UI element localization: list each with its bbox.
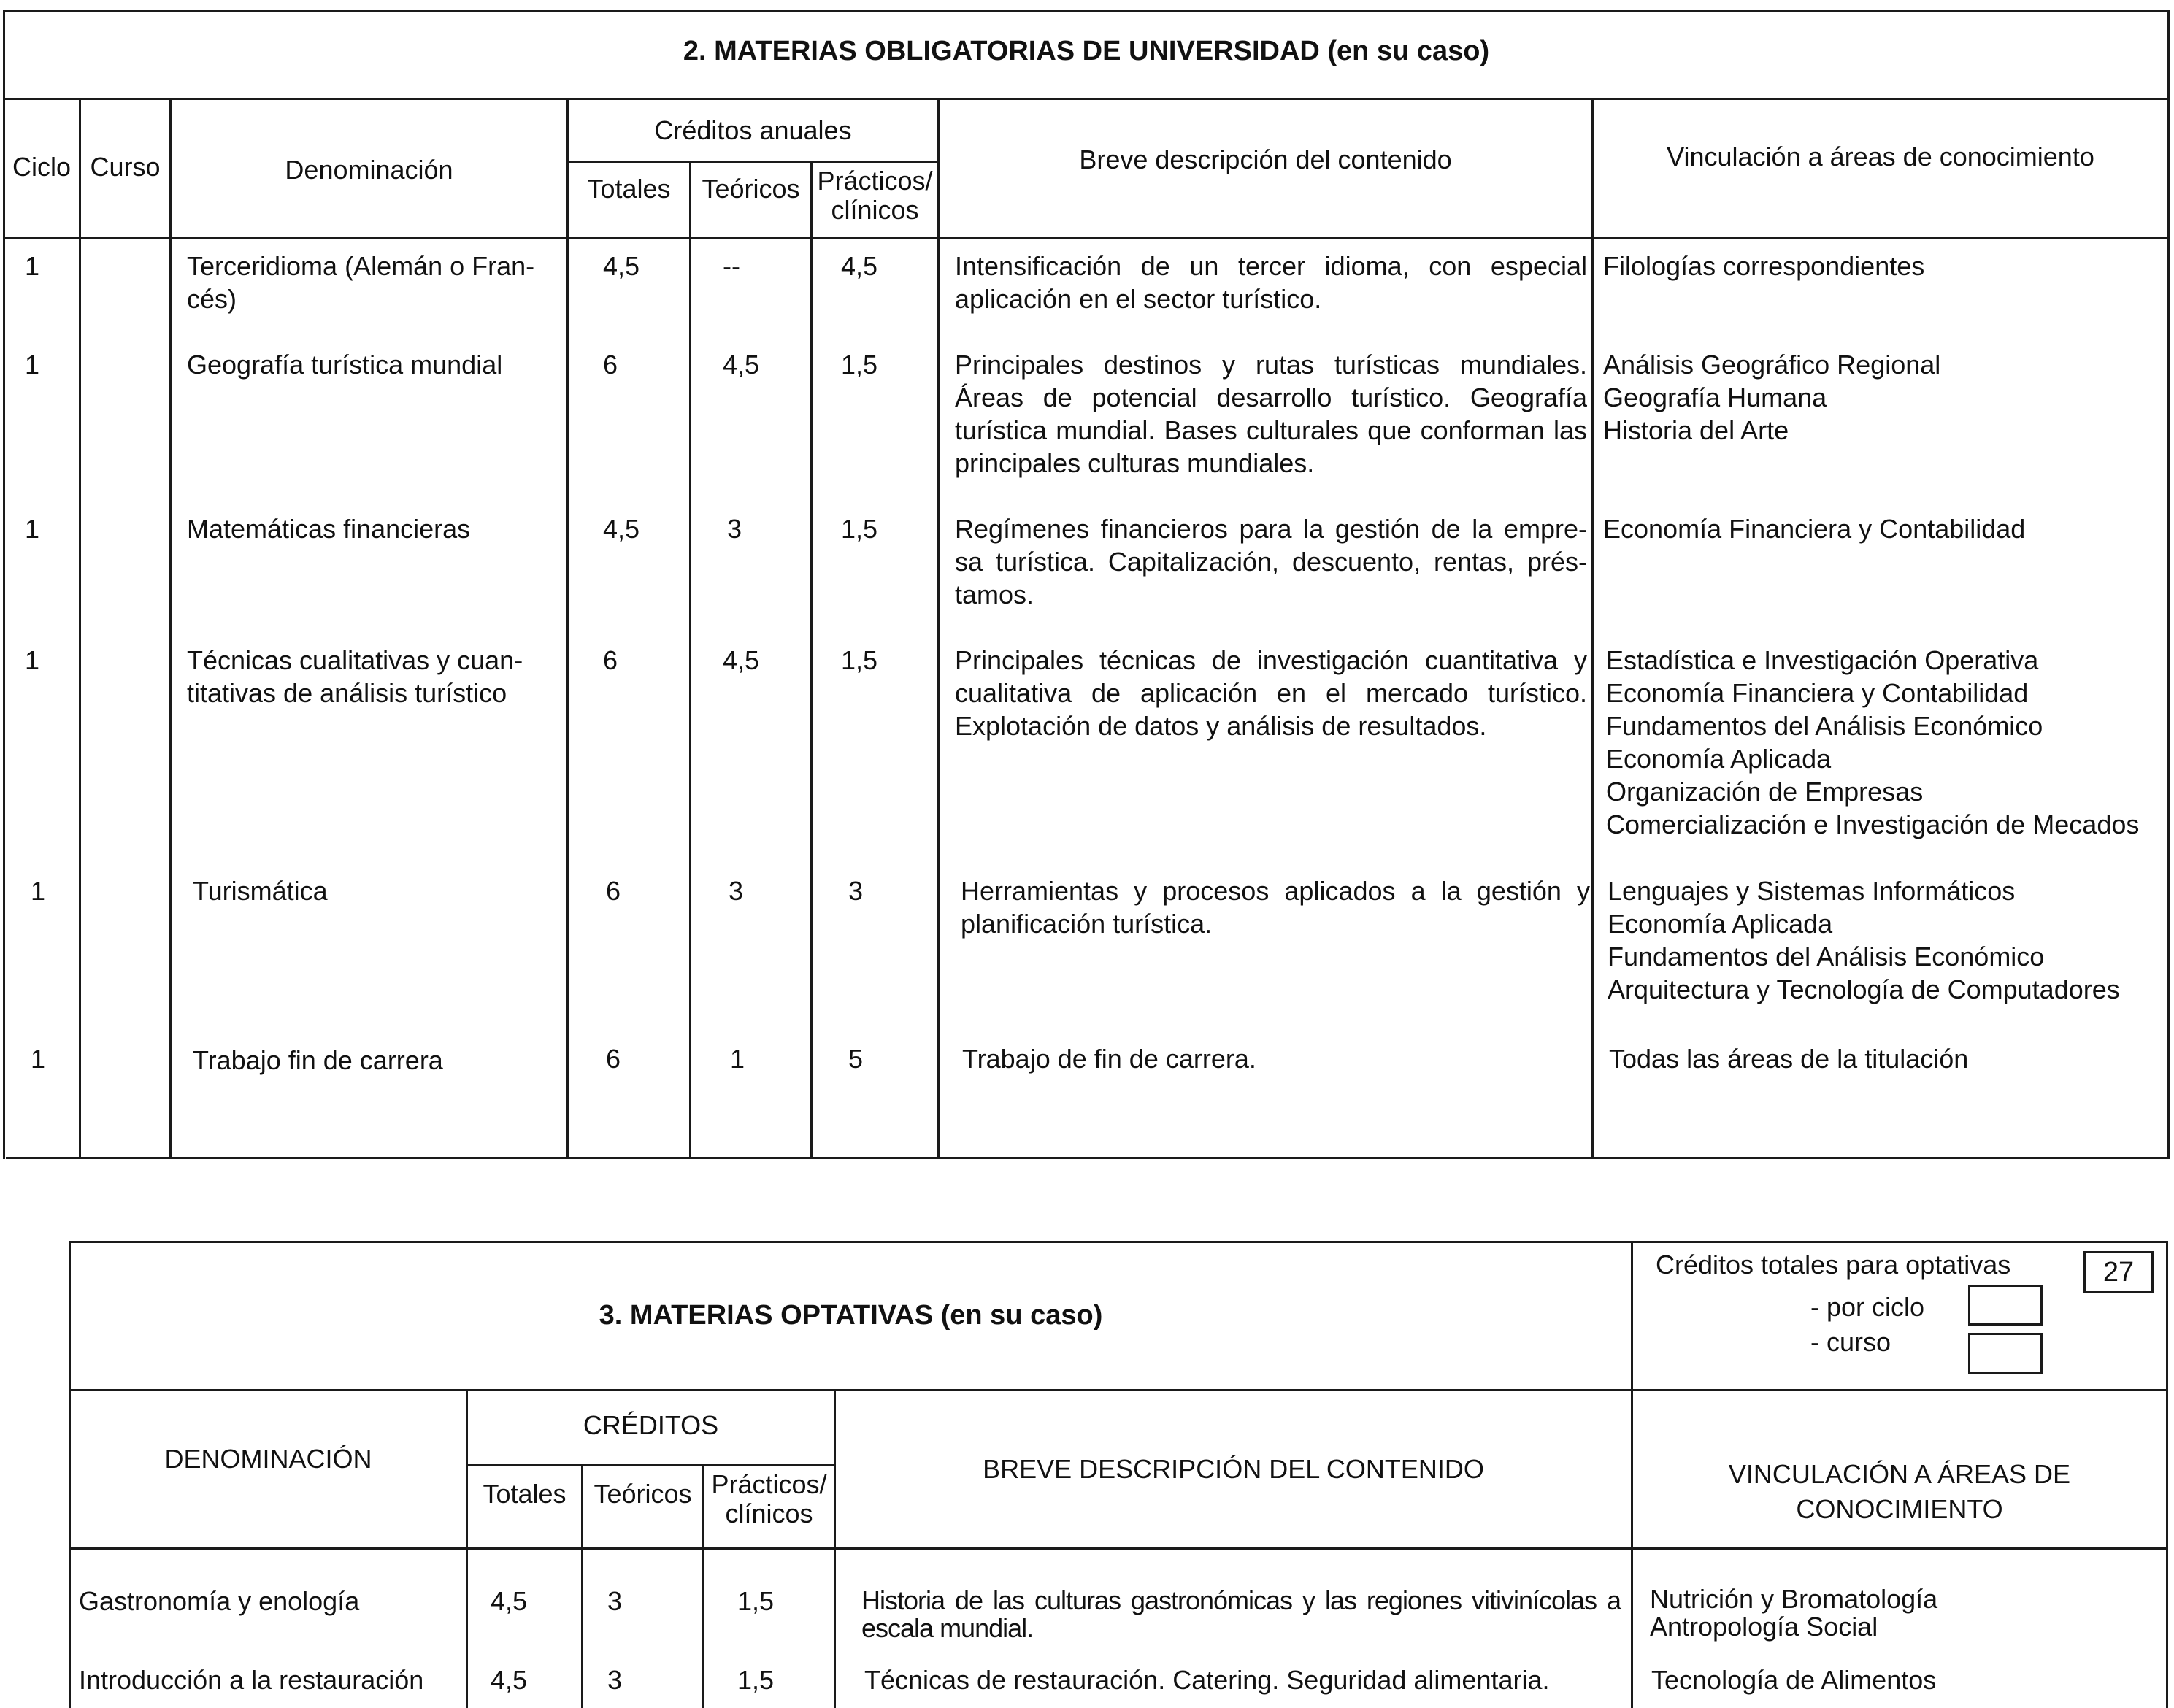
s2-col-sep xyxy=(810,161,813,1159)
s2-header-denominacion: Denominación xyxy=(285,155,453,185)
s2-col-sep xyxy=(1591,98,1594,1159)
cell-totales: 6 xyxy=(606,876,621,906)
cell-teoricos: 3 xyxy=(727,514,742,544)
cell-descripcion: Historia de las culturas gastronómicas y las regiones vitivinícolas a escala mundial. xyxy=(861,1585,1621,1643)
s2-top-border xyxy=(3,10,2170,12)
cell-vinculacion: Estadística e Investigación Operativa Economía Financiera y Contabilidad Fundamentos del Análisis Económico Economía Aplicada Organización de Empresas Comercialización e Investigación de Mecados xyxy=(1606,645,2140,839)
cell-totales: 6 xyxy=(606,1044,621,1074)
cell-descripcion: Herramientas y procesos aplicados a la gestión y planificación turística. xyxy=(961,876,1590,939)
s3-header-vinculacion: VINCULACIÓN A ÁREAS DE CONOCIMIENTO xyxy=(1728,1459,2071,1524)
cell-teoricos: -- xyxy=(723,251,740,281)
s2-header-totales: Totales xyxy=(587,174,671,204)
cell-practicos: 1,5 xyxy=(737,1665,775,1695)
cell-vinculacion: Análisis Geográfico Regional Geografía Humana Historia del Arte xyxy=(1603,350,1941,445)
s2-header-bottom xyxy=(3,237,2170,239)
s2-col-sep xyxy=(937,98,940,1159)
cell-practicos: 5 xyxy=(848,1044,864,1074)
cell-vinculacion: Tecnología de Alimentos xyxy=(1651,1665,1937,1695)
cell-practicos: 1,5 xyxy=(841,645,878,675)
s3-header-creditos: CRÉDITOS xyxy=(583,1410,719,1440)
s3-credits-subdivider xyxy=(466,1464,835,1466)
s3-curso-label: - curso xyxy=(1810,1327,1891,1357)
cell-vinculacion: Todas las áreas de la titulación xyxy=(1609,1044,1969,1074)
s2-col-sep xyxy=(169,98,172,1159)
s2-header-ciclo: Ciclo xyxy=(12,152,71,182)
cell-teoricos: 1 xyxy=(730,1044,745,1074)
cell-teoricos: 3 xyxy=(607,1586,623,1616)
cell-descripcion: Técnicas de restauración. Catering. Seguridad alimentaria. xyxy=(864,1665,1550,1695)
s3-header-practicos: Prácticos/ clínicos xyxy=(711,1469,827,1528)
cell-totales: 6 xyxy=(603,645,618,675)
s3-creditos-totales-label: Créditos totales para optativas xyxy=(1656,1250,2011,1280)
cell-ciclo: 1 xyxy=(31,876,46,906)
cell-teoricos: 4,5 xyxy=(723,645,760,675)
cell-totales: 6 xyxy=(603,350,618,380)
cell-descripcion: Principales destinos y rutas turísticas mundiales. Áreas de potencial desarrollo turístico. Geografía turística mundial. Bases culturales que conforman las principales culturas mundiales. xyxy=(955,350,1587,478)
s2-bottom-border xyxy=(6,1157,2170,1159)
cell-ciclo: 1 xyxy=(31,1044,46,1074)
cell-vinculacion: Nutrición y Bromatología Antropología Social xyxy=(1650,1584,1938,1642)
cell-vinculacion: Filologías correspondientes xyxy=(1603,251,1925,281)
s3-title-divider xyxy=(69,1389,2168,1391)
cell-descripcion: Regímenes financieros para la gestión de la empre- sa turística. Capitalización, descuento, rentas, prés- tamos. xyxy=(955,514,1587,609)
cell-practicos: 1,5 xyxy=(841,350,878,380)
cell-practicos: 4,5 xyxy=(841,251,878,281)
cell-denominacion: Introducción a la restauración xyxy=(79,1665,424,1695)
cell-descripcion: Trabajo de fin de carrera. xyxy=(962,1044,1256,1074)
s2-header-teoricos: Teóricos xyxy=(702,174,800,204)
cell-ciclo: 1 xyxy=(25,645,40,675)
cell-teoricos: 3 xyxy=(607,1665,623,1695)
cell-vinculacion: Lenguajes y Sistemas Informáticos Economía Aplicada Fundamentos del Análisis Económico Arquitectura y Tecnología de Computadores xyxy=(1608,876,2120,1004)
cell-denominacion: Terceridioma (Alemán o Fran- cés) xyxy=(187,251,535,314)
s2-col-sep xyxy=(689,161,691,1159)
s3-right-border xyxy=(2166,1241,2168,1708)
cell-ciclo: 1 xyxy=(25,350,40,380)
s2-col-sep xyxy=(79,98,81,1159)
cell-vinculacion: Economía Financiera y Contabilidad xyxy=(1603,514,2026,544)
s2-header-practicos: Prácticos/ clínicos xyxy=(817,166,933,225)
cell-denominacion: Geografía turística mundial xyxy=(187,350,503,380)
s2-header-vinculacion: Vinculación a áreas de conocimiento xyxy=(1667,142,2094,172)
cell-descripcion: Intensificación de un tercer idioma, con especial aplicación en el sector turístico. xyxy=(955,251,1587,314)
s3-header-denominacion: DENOMINACIÓN xyxy=(164,1444,372,1474)
cell-denominacion: Técnicas cualitativas y cuan- titativas de análisis turístico xyxy=(187,645,523,708)
s2-credits-subdivider xyxy=(566,161,937,163)
cell-practicos: 1,5 xyxy=(737,1586,775,1616)
s2-header-curso: Curso xyxy=(90,152,161,182)
cell-denominacion: Matemáticas financieras xyxy=(187,514,471,544)
cell-teoricos: 4,5 xyxy=(723,350,760,380)
s3-por-ciclo-label: - por ciclo xyxy=(1810,1292,1925,1322)
cell-totales: 4,5 xyxy=(603,251,640,281)
cell-denominacion: Turismática xyxy=(193,876,328,906)
cell-ciclo: 1 xyxy=(25,514,40,544)
s2-title: 2. MATERIAS OBLIGATORIAS DE UNIVERSIDAD (en su caso) xyxy=(683,36,1490,66)
cell-denominacion: Gastronomía y enología xyxy=(79,1586,360,1616)
cell-practicos: 3 xyxy=(848,876,864,906)
s3-header-bottom xyxy=(69,1547,2168,1550)
cell-totales: 4,5 xyxy=(491,1665,528,1695)
curso-box xyxy=(1968,1333,2043,1374)
s3-top-border xyxy=(69,1241,2168,1243)
cell-teoricos: 3 xyxy=(729,876,744,906)
s3-col-sep xyxy=(834,1389,836,1708)
cell-totales: 4,5 xyxy=(603,514,640,544)
s3-header-descripcion: BREVE DESCRIPCIÓN DEL CONTENIDO xyxy=(983,1454,1484,1484)
cell-descripcion: Principales técnicas de investigación cuantitativa y cualitativa de aplicación en el mercado turístico. Explotación de datos y análisis de resultados. xyxy=(955,645,1587,741)
cell-totales: 4,5 xyxy=(491,1586,528,1616)
cell-practicos: 1,5 xyxy=(841,514,878,544)
s3-header-teoricos: Teóricos xyxy=(594,1479,692,1509)
cell-ciclo: 1 xyxy=(25,251,40,281)
s3-title: 3. MATERIAS OPTATIVAS (en su caso) xyxy=(599,1300,1103,1331)
por-ciclo-box xyxy=(1968,1285,2043,1326)
s2-title-divider xyxy=(3,98,2170,100)
s2-col-sep xyxy=(566,98,569,1159)
s3-header-totales: Totales xyxy=(483,1479,566,1509)
cell-denominacion: Trabajo fin de carrera xyxy=(193,1045,443,1075)
s2-header-creditos: Créditos anuales xyxy=(654,115,852,145)
s2-right-border xyxy=(2167,10,2170,1159)
s2-header-descripcion: Breve descripción del contenido xyxy=(1079,145,1452,174)
creditos-totales-value: 27 xyxy=(2102,1257,2135,1288)
